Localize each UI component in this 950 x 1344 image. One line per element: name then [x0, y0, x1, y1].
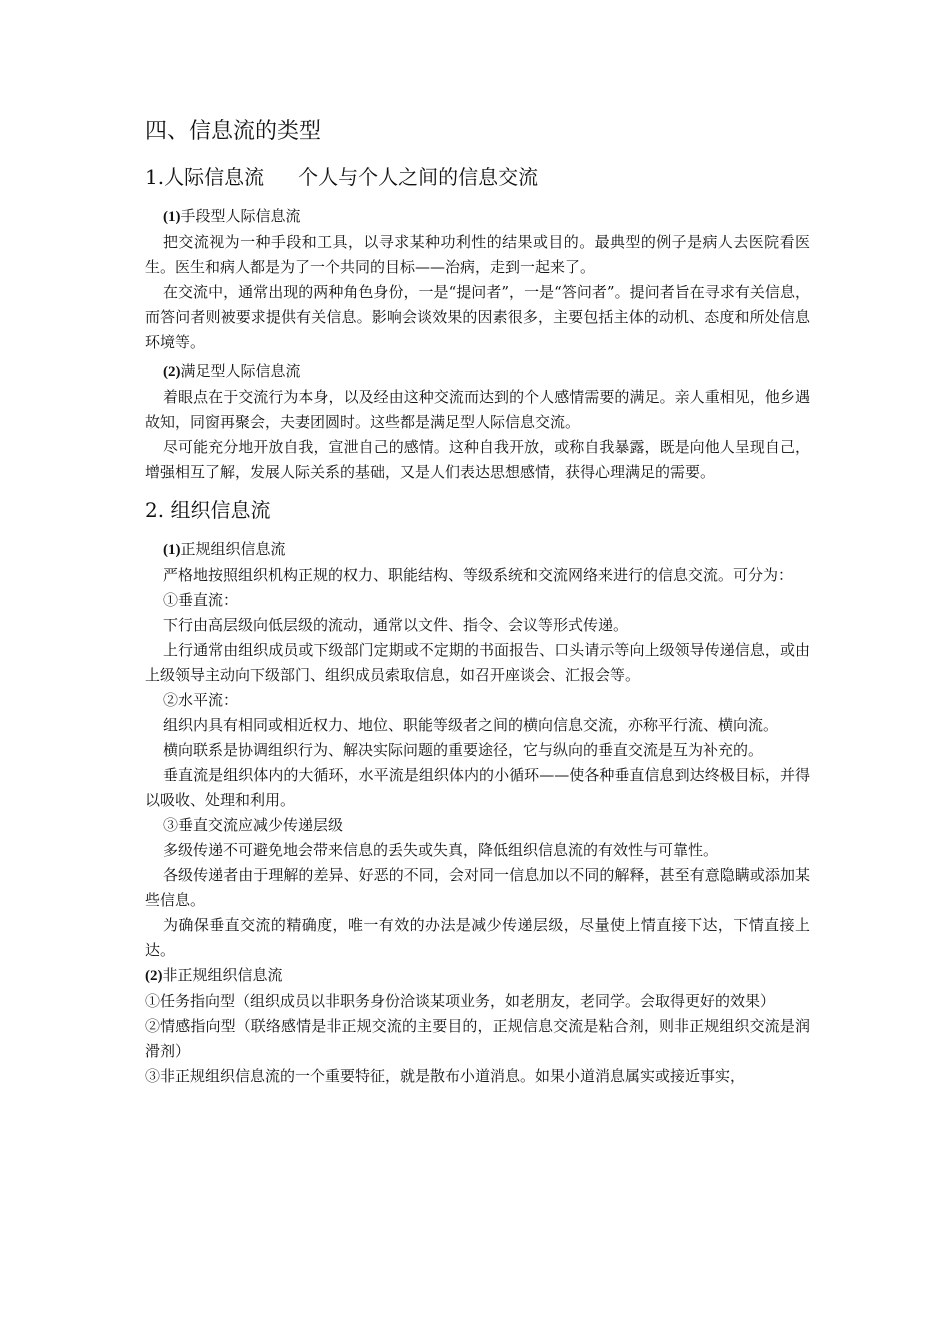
- paragraph: 下行由高层级向低层级的流动，通常以文件、指令、会议等形式传递。: [163, 616, 629, 634]
- paragraph: 多级传递不可避免地会带来信息的丢失或失真，降低组织信息流的有效性与可靠性。: [163, 841, 719, 859]
- section2-heading: [145, 495, 810, 525]
- list-item: ②水平流：: [163, 691, 239, 709]
- subheading-2-1: (1)正规组织信息流: [163, 540, 286, 558]
- paragraph: 上行通常由组织成员或下级部门定期或不定期的书面报告、口头请示等向上级领导传递信息，或由上级领导主动向下级部门、组织成员索取信息，如召开座谈会、汇报会等。: [145, 641, 810, 684]
- subheading-1-1: (1)手段型人际信息流: [163, 207, 301, 225]
- list-item: ③垂直交流应减少传递层级: [163, 816, 344, 834]
- paragraph: 为确保垂直交流的精确度，唯一有效的办法是减少传递层级，尽量使上情直接下达，下情直接上达。: [145, 916, 810, 959]
- paragraph: 横向联系是协调组织行为、解决实际问题的重要途径，它与纵向的垂直交流是互为补充的。: [163, 741, 764, 759]
- list-item: ①垂直流：: [163, 591, 239, 609]
- main-heading: 四、信息流的类型: [145, 119, 322, 144]
- paragraph: 在交流中，通常出现的两种角色身份，一是“提问者”，一是“答问者”。提问者旨在寻求有关信息，而答问者则被要求提供有关信息。影响会谈效果的因素很多，主要包括主体的动机、态度和所处信息环境等。: [145, 283, 810, 351]
- section1-title: 人际信息流: [164, 165, 265, 189]
- paragraph: 把交流视为一种手段和工具，以寻求某种功利性的结果或目的。最典型的例子是病人去医院看医生。医生和病人都是为了一个共同的目标——治病，走到一起来了。: [145, 233, 810, 276]
- document-body: [145, 116, 810, 1089]
- section1-heading: [145, 162, 810, 192]
- paragraph: 各级传递者由于理解的差异、好恶的不同，会对同一信息加以不同的解释，甚至有意隐瞒或添加某些信息。: [145, 866, 810, 909]
- paragraph: ②情感指向型（联络感情是非正规交流的主要目的，正规信息交流是粘合剂，则非正规组织交流是润滑剂）: [145, 1017, 810, 1060]
- paragraph: ③非正规组织信息流的一个重要特征，就是散布小道消息。如果小道消息属实或接近事实，: [145, 1067, 746, 1085]
- section1-number: 1.: [145, 165, 165, 189]
- paragraph: ①任务指向型（组织成员以非职务身份洽谈某项业务，如老朋友，老同学。会取得更好的效果）: [145, 992, 776, 1010]
- section2-title: 组织信息流: [170, 498, 271, 522]
- paragraph: 尽可能充分地开放自我，宣泄自己的感情。这种自我开放，或称自我暴露，既是向他人呈现自己，增强相互了解，发展人际关系的基础，又是人们表达思想感情，获得心理满足的需要。: [145, 438, 810, 481]
- paragraph: 组织内具有相同或相近权力、地位、职能等级者之间的横向信息交流，亦称平行流、横向流。: [163, 716, 779, 734]
- section2-number: 2.: [145, 498, 165, 522]
- section1-subtitle: 个人与个人之间的信息交流: [298, 165, 539, 189]
- paragraph: 严格地按照组织机构正规的权力、职能结构、等级系统和交流网络来进行的信息交流。可分为：: [163, 566, 794, 584]
- paragraph: 着眼点在于交流行为本身，以及经由这种交流而达到的个人感情需要的满足。亲人重相见，他乡遇故知，同窗再聚会，夫妻团圆时。这些都是满足型人际信息交流。: [145, 388, 810, 431]
- subheading-2-2: (2)非正规组织信息流: [145, 966, 283, 984]
- subheading-1-2: (2)满足型人际信息流: [163, 362, 301, 380]
- paragraph: 垂直流是组织体内的大循环，水平流是组织体内的小循环——使各种垂直信息到达终极目标，并得以吸收、处理和利用。: [145, 766, 810, 809]
